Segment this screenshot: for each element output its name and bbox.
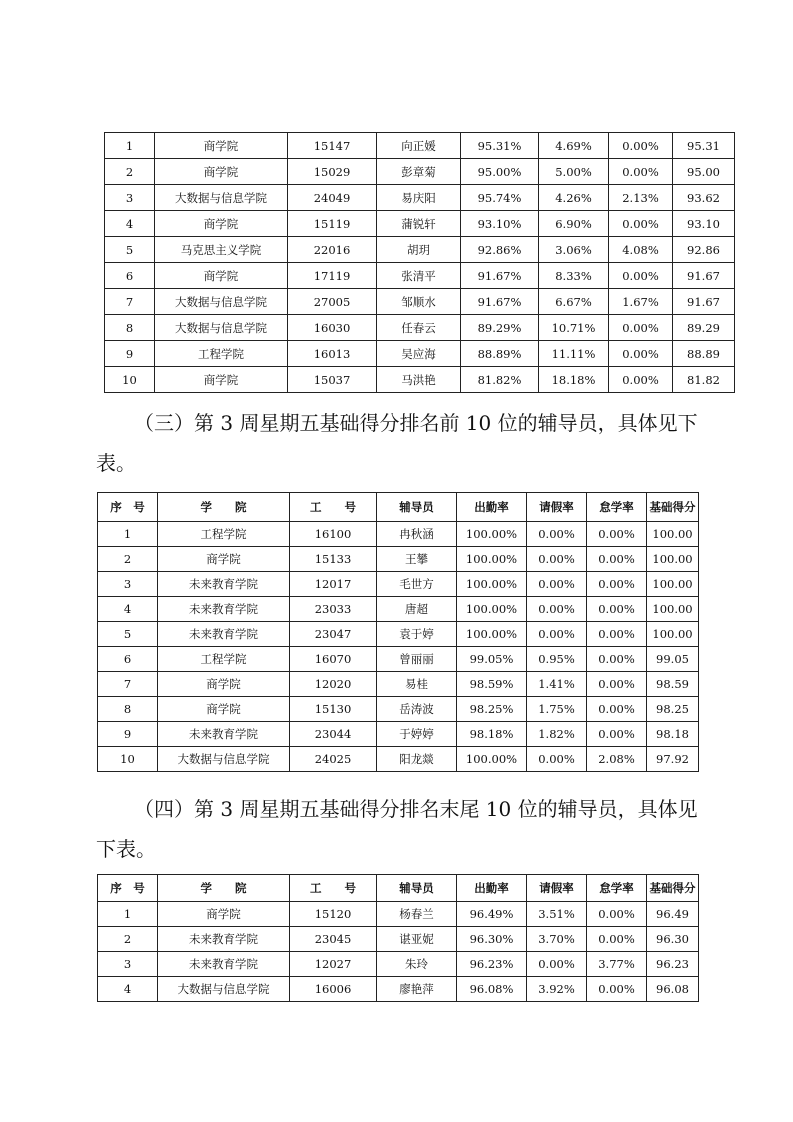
table-cell: 未来教育学院 (158, 952, 290, 977)
table-cell: 93.10% (461, 211, 539, 237)
table-cell: 胡玥 (377, 237, 461, 263)
table-cell: 8 (105, 315, 155, 341)
table-cell: 10.71% (539, 315, 609, 341)
table-cell: 商学院 (158, 672, 290, 697)
table-cell: 96.23 (647, 952, 699, 977)
section-3-heading-text: （三）第 3 周星期五基础得分排名前 10 位的辅导员，具体见下表。 (96, 411, 698, 475)
table-cell: 8 (98, 697, 158, 722)
table-cell: 4 (98, 597, 158, 622)
table-cell: 12017 (290, 572, 377, 597)
table-cell: 0.00% (587, 622, 647, 647)
table-cell: 16100 (290, 522, 377, 547)
table-cell: 100.00% (457, 522, 527, 547)
table-cell: 蒲锐轩 (377, 211, 461, 237)
table-cell: 彭章菊 (377, 159, 461, 185)
column-header: 工 号 (290, 493, 377, 522)
table-row (105, 185, 735, 211)
table-cell: 12020 (290, 672, 377, 697)
table-cell: 2.13% (609, 185, 673, 211)
table-cell: 0.00% (587, 547, 647, 572)
table-cell: 95.74% (461, 185, 539, 211)
table-cell: 100.00% (457, 747, 527, 772)
column-header: 怠学率 (587, 493, 647, 522)
table-cell: 92.86% (461, 237, 539, 263)
section-3-heading (96, 403, 702, 483)
table-cell: 8.33% (539, 263, 609, 289)
table-cell: 张清平 (377, 263, 461, 289)
table-cell: 大数据与信息学院 (155, 289, 288, 315)
table-header (98, 875, 699, 902)
bottom-10-counselors-table (97, 874, 699, 1002)
table-row (98, 572, 699, 597)
table-cell: 6 (105, 263, 155, 289)
table-cell: 10 (105, 367, 155, 393)
table-cell: 5 (98, 622, 158, 647)
table-cell: 马克思主义学院 (155, 237, 288, 263)
table-cell: 6.90% (539, 211, 609, 237)
table-cell: 7 (105, 289, 155, 315)
table-cell: 大数据与信息学院 (158, 747, 290, 772)
table-row (98, 547, 699, 572)
table-cell: 0.00% (609, 341, 673, 367)
column-header: 学 院 (158, 493, 290, 522)
table-cell: 大数据与信息学院 (155, 315, 288, 341)
attendance-table-continued (104, 132, 735, 393)
table-cell: 3.70% (527, 927, 587, 952)
table-cell: 0.00% (609, 211, 673, 237)
table-cell: 96.23% (457, 952, 527, 977)
table-cell: 7 (98, 672, 158, 697)
table-cell: 商学院 (155, 263, 288, 289)
top-10-counselors-table (97, 492, 699, 772)
table-cell: 27005 (288, 289, 377, 315)
column-header: 学 院 (158, 875, 290, 902)
table-cell: 0.00% (609, 367, 673, 393)
table-row (98, 977, 699, 1002)
table-row (105, 159, 735, 185)
table-cell: 3 (98, 572, 158, 597)
table-cell: 2.08% (587, 747, 647, 772)
table-cell: 17119 (288, 263, 377, 289)
table-cell: 岳涛波 (377, 697, 457, 722)
table-cell: 95.00% (461, 159, 539, 185)
table-cell: 96.30% (457, 927, 527, 952)
table-cell: 10 (98, 747, 158, 772)
table-cell: 16030 (288, 315, 377, 341)
table-row (98, 747, 699, 772)
table-row (105, 367, 735, 393)
table-cell: 毛世方 (377, 572, 457, 597)
table-cell: 11.11% (539, 341, 609, 367)
column-header: 序 号 (98, 875, 158, 902)
table-cell: 23044 (290, 722, 377, 747)
table-cell: 15133 (290, 547, 377, 572)
table-cell: 6 (98, 647, 158, 672)
table-cell: 4.08% (609, 237, 673, 263)
table-cell: 0.00% (587, 697, 647, 722)
table-cell: 王攀 (377, 547, 457, 572)
table-cell: 0.00% (587, 902, 647, 927)
table-row (105, 315, 735, 341)
table-cell: 23033 (290, 597, 377, 622)
table-cell: 16070 (290, 647, 377, 672)
table-cell: 81.82% (461, 367, 539, 393)
table-body (98, 902, 699, 1002)
table-cell: 吴应海 (377, 341, 461, 367)
table-cell: 1.82% (527, 722, 587, 747)
table-cell: 3 (98, 952, 158, 977)
table-cell: 冉秋涵 (377, 522, 457, 547)
table-cell: 15119 (288, 211, 377, 237)
table-header-row (98, 493, 699, 522)
table-cell: 0.00% (609, 159, 673, 185)
table-cell: 91.67 (673, 289, 735, 315)
table-cell: 99.05% (457, 647, 527, 672)
table-cell: 0.00% (587, 927, 647, 952)
table-cell: 曾丽丽 (377, 647, 457, 672)
table-cell: 1 (98, 522, 158, 547)
section-4-heading (96, 789, 702, 869)
column-header: 怠学率 (587, 875, 647, 902)
table-cell: 15120 (290, 902, 377, 927)
table-cell: 未来教育学院 (158, 622, 290, 647)
table-cell: 6.67% (539, 289, 609, 315)
table-cell: 3.92% (527, 977, 587, 1002)
table-cell: 4.69% (539, 133, 609, 159)
column-header: 基础得分 (647, 875, 699, 902)
table-cell: 12027 (290, 952, 377, 977)
table-cell: 15037 (288, 367, 377, 393)
table-cell: 96.49% (457, 902, 527, 927)
table-cell: 100.00 (647, 622, 699, 647)
table-cell: 96.08% (457, 977, 527, 1002)
table-cell: 4.26% (539, 185, 609, 211)
table-row (105, 133, 735, 159)
table-cell: 0.00% (527, 597, 587, 622)
table-row (98, 597, 699, 622)
table-cell: 100.00 (647, 572, 699, 597)
table-cell: 15147 (288, 133, 377, 159)
table-row (98, 927, 699, 952)
table-cell: 易桂 (377, 672, 457, 697)
table-cell: 杨春兰 (377, 902, 457, 927)
table-row (98, 902, 699, 927)
table-cell: 5 (105, 237, 155, 263)
table-cell: 1.75% (527, 697, 587, 722)
column-header: 序 号 (98, 493, 158, 522)
table-cell: 0.00% (527, 952, 587, 977)
table-row (98, 697, 699, 722)
table-cell: 23047 (290, 622, 377, 647)
table-cell: 100.00% (457, 622, 527, 647)
table-cell: 9 (105, 341, 155, 367)
column-header: 出勤率 (457, 875, 527, 902)
table-cell: 商学院 (158, 547, 290, 572)
table-cell: 95.31 (673, 133, 735, 159)
table-cell: 1.41% (527, 672, 587, 697)
table-cell: 98.59 (647, 672, 699, 697)
table-cell: 15130 (290, 697, 377, 722)
table-cell: 16013 (288, 341, 377, 367)
table-cell: 廖艳萍 (377, 977, 457, 1002)
table-cell: 15029 (288, 159, 377, 185)
table-cell: 1 (105, 133, 155, 159)
table-cell: 邹顺水 (377, 289, 461, 315)
column-header: 基础得分 (647, 493, 699, 522)
table-cell: 0.00% (587, 647, 647, 672)
table-cell: 于婷婷 (377, 722, 457, 747)
table-cell: 0.95% (527, 647, 587, 672)
table-row (105, 263, 735, 289)
table-cell: 3.06% (539, 237, 609, 263)
table-cell: 16006 (290, 977, 377, 1002)
table-cell: 0.00% (609, 133, 673, 159)
table-cell: 大数据与信息学院 (158, 977, 290, 1002)
table-cell: 3.77% (587, 952, 647, 977)
table-cell: 0.00% (527, 747, 587, 772)
table-body (98, 522, 699, 772)
table-row (98, 952, 699, 977)
table-cell: 朱玲 (377, 952, 457, 977)
table-cell: 93.10 (673, 211, 735, 237)
table-row (98, 672, 699, 697)
table-cell: 23045 (290, 927, 377, 952)
table-row (105, 211, 735, 237)
table-cell: 向正媛 (377, 133, 461, 159)
table-cell: 阳龙燚 (377, 747, 457, 772)
section-4-heading-text: （四）第 3 周星期五基础得分排名末尾 10 位的辅导员，具体见下表。 (96, 797, 698, 861)
table-cell: 0.00% (609, 263, 673, 289)
table-cell: 98.59% (457, 672, 527, 697)
column-header: 请假率 (527, 493, 587, 522)
table-cell: 96.30 (647, 927, 699, 952)
table-cell: 谌亚妮 (377, 927, 457, 952)
column-header: 辅导员 (377, 493, 457, 522)
table-row (98, 722, 699, 747)
table-cell: 1.67% (609, 289, 673, 315)
table-cell: 0.00% (527, 572, 587, 597)
table-cell: 92.86 (673, 237, 735, 263)
table-cell: 95.31% (461, 133, 539, 159)
table-cell: 18.18% (539, 367, 609, 393)
table-cell: 1 (98, 902, 158, 927)
table-cell: 易庆阳 (377, 185, 461, 211)
table-cell: 98.25 (647, 697, 699, 722)
column-header: 辅导员 (377, 875, 457, 902)
table-cell: 工程学院 (158, 522, 290, 547)
table-cell: 未来教育学院 (158, 927, 290, 952)
table-cell: 98.18% (457, 722, 527, 747)
table-cell: 88.89% (461, 341, 539, 367)
table-row (98, 622, 699, 647)
table-cell: 100.00 (647, 547, 699, 572)
table-cell: 98.25% (457, 697, 527, 722)
table-cell: 马洪艳 (377, 367, 461, 393)
table-cell: 97.92 (647, 747, 699, 772)
table-cell: 商学院 (155, 367, 288, 393)
table-cell: 0.00% (587, 572, 647, 597)
table-row (105, 341, 735, 367)
table-cell: 96.49 (647, 902, 699, 927)
table-cell: 3.51% (527, 902, 587, 927)
column-header: 工 号 (290, 875, 377, 902)
table-row (105, 237, 735, 263)
table-cell: 91.67% (461, 289, 539, 315)
table-cell: 工程学院 (155, 341, 288, 367)
table-cell: 93.62 (673, 185, 735, 211)
table-cell: 95.00 (673, 159, 735, 185)
table-cell: 商学院 (155, 211, 288, 237)
table-cell: 100.00 (647, 522, 699, 547)
table-cell: 未来教育学院 (158, 597, 290, 622)
table-header-row (98, 875, 699, 902)
table-cell: 81.82 (673, 367, 735, 393)
table-cell: 商学院 (155, 159, 288, 185)
table-cell: 任春云 (377, 315, 461, 341)
table-cell: 3 (105, 185, 155, 211)
column-header: 请假率 (527, 875, 587, 902)
table-cell: 98.18 (647, 722, 699, 747)
table-cell: 商学院 (155, 133, 288, 159)
table-cell: 91.67 (673, 263, 735, 289)
table-cell: 0.00% (527, 547, 587, 572)
table-header (98, 493, 699, 522)
table-cell: 2 (105, 159, 155, 185)
column-header: 出勤率 (457, 493, 527, 522)
table-cell: 0.00% (587, 522, 647, 547)
table-cell: 100.00% (457, 597, 527, 622)
table-cell: 4 (105, 211, 155, 237)
table-cell: 0.00% (527, 622, 587, 647)
table-cell: 唐超 (377, 597, 457, 622)
table-cell: 99.05 (647, 647, 699, 672)
table-cell: 24049 (288, 185, 377, 211)
table-cell: 大数据与信息学院 (155, 185, 288, 211)
table-cell: 24025 (290, 747, 377, 772)
table-cell: 100.00 (647, 597, 699, 622)
table-cell: 2 (98, 547, 158, 572)
table-cell: 5.00% (539, 159, 609, 185)
table-cell: 4 (98, 977, 158, 1002)
table-cell: 100.00% (457, 547, 527, 572)
table-cell: 89.29 (673, 315, 735, 341)
table-cell: 88.89 (673, 341, 735, 367)
table-row (105, 289, 735, 315)
table-row (98, 522, 699, 547)
table-body (105, 133, 735, 393)
table-cell: 0.00% (587, 722, 647, 747)
table-cell: 0.00% (609, 315, 673, 341)
table-cell: 96.08 (647, 977, 699, 1002)
table-cell: 89.29% (461, 315, 539, 341)
table-cell: 100.00% (457, 572, 527, 597)
table-cell: 91.67% (461, 263, 539, 289)
table-cell: 0.00% (587, 977, 647, 1002)
table-cell: 22016 (288, 237, 377, 263)
table-cell: 未来教育学院 (158, 722, 290, 747)
table-cell: 2 (98, 927, 158, 952)
table-cell: 未来教育学院 (158, 572, 290, 597)
table-cell: 0.00% (527, 522, 587, 547)
table-cell: 袁于婷 (377, 622, 457, 647)
table-cell: 工程学院 (158, 647, 290, 672)
table-cell: 商学院 (158, 902, 290, 927)
table-cell: 0.00% (587, 672, 647, 697)
table-cell: 商学院 (158, 697, 290, 722)
table-cell: 0.00% (587, 597, 647, 622)
table-row (98, 647, 699, 672)
table-cell: 9 (98, 722, 158, 747)
